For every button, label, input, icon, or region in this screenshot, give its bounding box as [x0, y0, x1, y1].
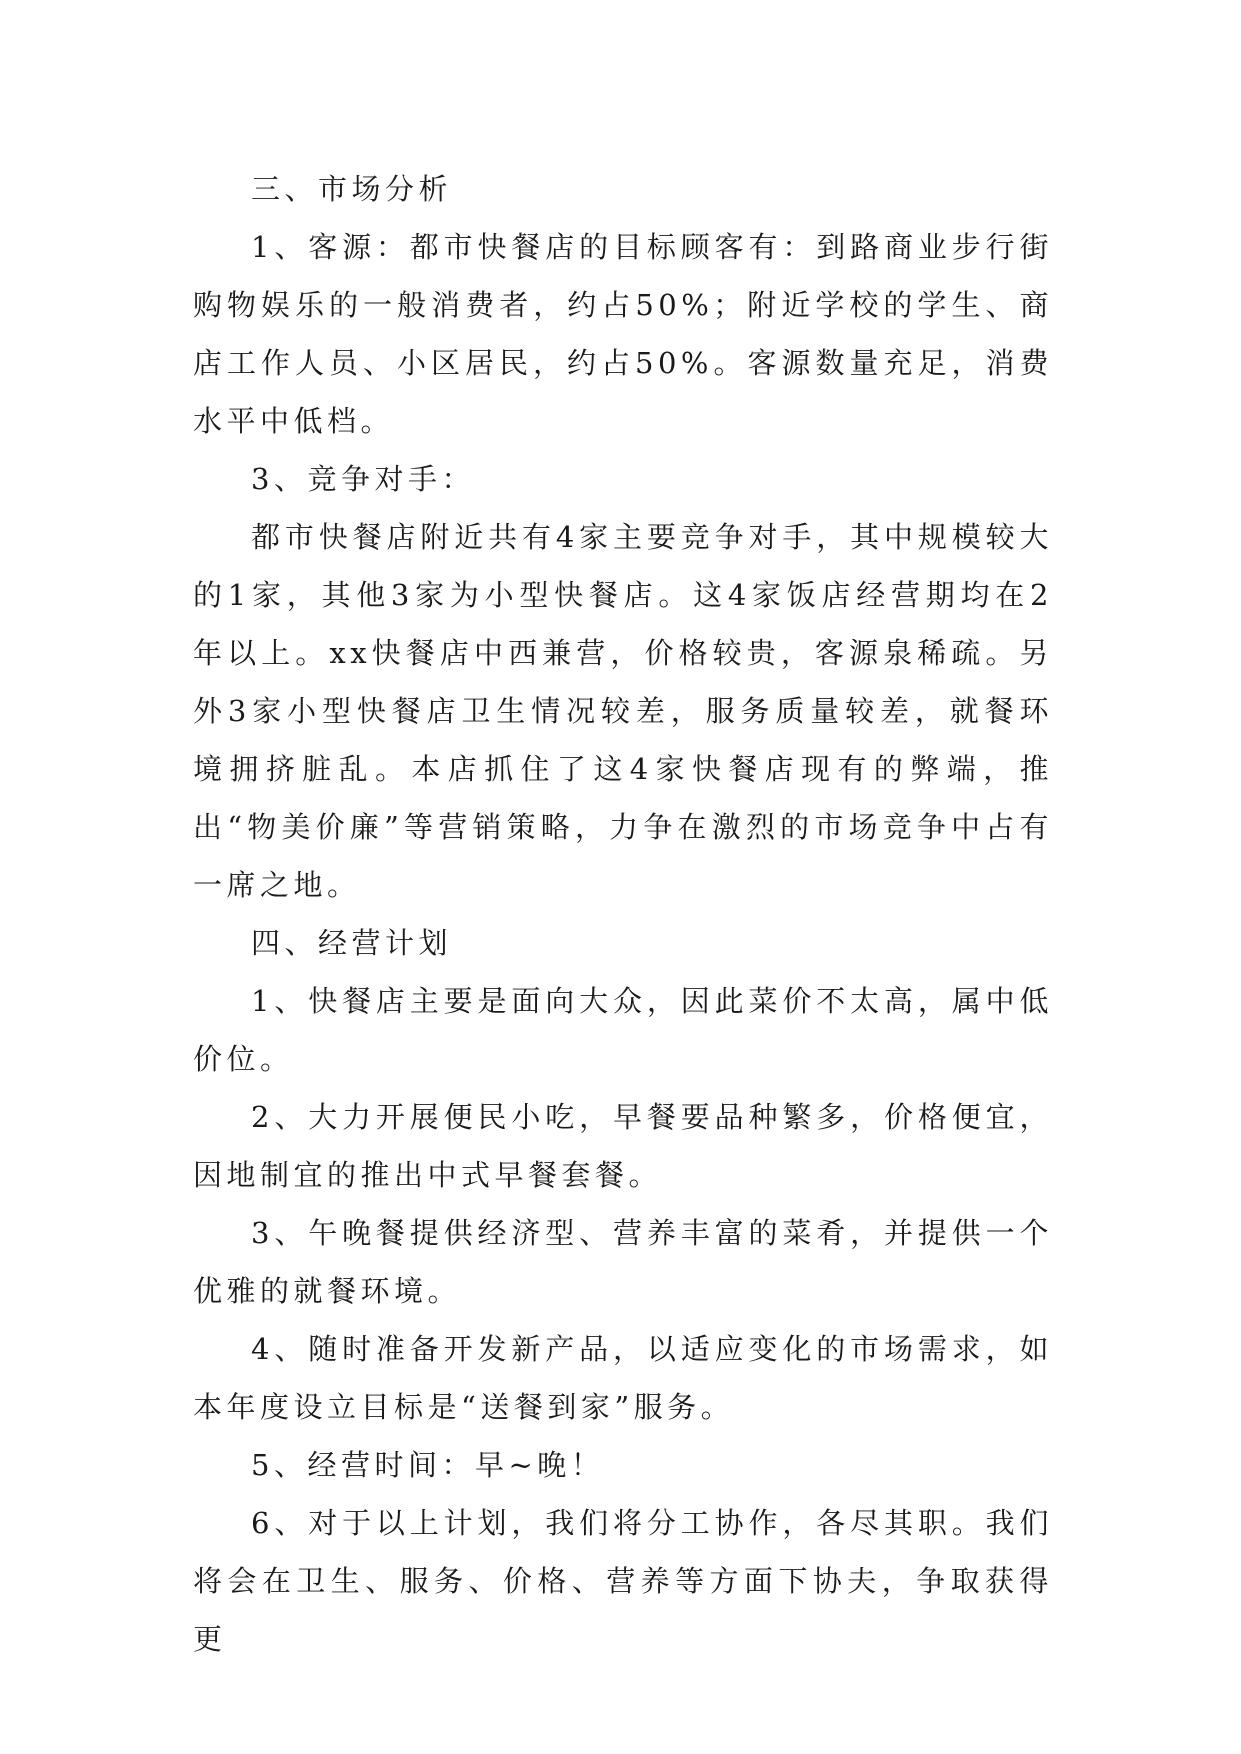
paragraph-customer-source: 1、客源：都市快餐店的目标顾客有：到路商业步行街购物娱乐的一般消费者，约占50%；附近学校的学生、商店工作人员、小区居民，约占50%。客源数量充足，消费水平中低档。 [193, 230, 1053, 438]
paragraph-plan-6: 6、对于以上计划，我们将分工协作，各尽其职。我们将会在卫生、服务、价格、营养等方面下协夫，争取获得更 [193, 1506, 1053, 1656]
paragraph-plan-4: 4、随时准备开发新产品，以适应变化的市场需求，如本年度设立目标是“送餐到家”服务。 [193, 1332, 1053, 1424]
paragraph-competitors-heading: 3、竞争对手： [251, 462, 475, 496]
paragraph-competitors: 都市快餐店附近共有4家主要竞争对手，其中规模较大的1家，其他3家为小型快餐店。这4家饭店经营期均在2年以上。xx快餐店中西兼营，价格较贵，客源泉稀疏。另外3家小型快餐店卫生情况较差，服务质量较差，就餐环境拥挤脏乱。本店抓住了这4家快餐店现有的弊端，推出“物美价廉”等营销策略，力争在激烈的市场竞争中占有一席之地。 [193, 520, 1053, 902]
paragraph-plan-2: 2、大力开展便民小吃，早餐要品种繁多，价格便宜，因地制宜的推出中式早餐套餐。 [193, 1100, 1053, 1192]
paragraph-plan-1: 1、快餐店主要是面向大众，因此菜价不太高，属中低价位。 [193, 984, 1053, 1076]
paragraph-plan-3: 3、午晚餐提供经济型、营养丰富的菜肴，并提供一个优雅的就餐环境。 [193, 1216, 1053, 1308]
section-heading-market-analysis: 三、市场分析 [251, 172, 453, 206]
section-heading-business-plan: 四、经营计划 [251, 926, 453, 960]
paragraph-plan-5: 5、经营时间：早~晚！ [251, 1448, 605, 1482]
document-body [193, 160, 1053, 1668]
